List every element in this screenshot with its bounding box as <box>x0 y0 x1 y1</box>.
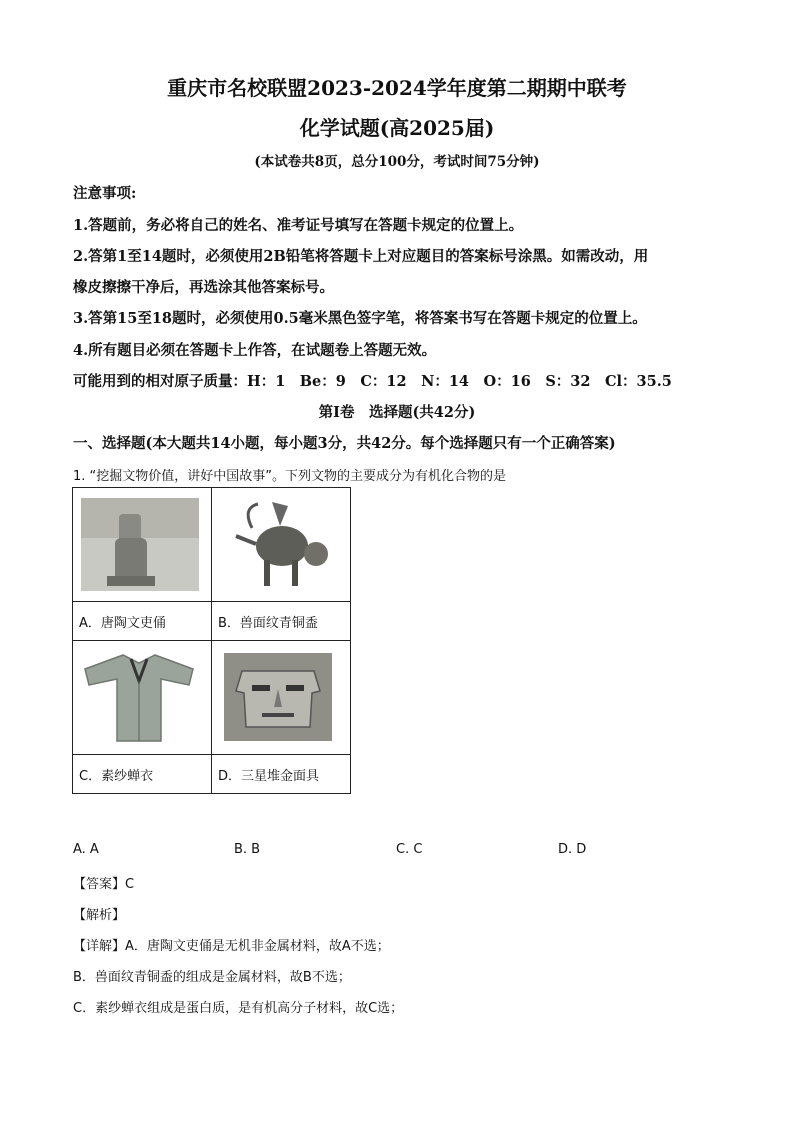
option-d-caption: D．三星堆金面具 <box>212 755 351 794</box>
option-c-caption: C．素纱蝉衣 <box>73 755 212 794</box>
choice-a: A. A <box>73 842 99 857</box>
atomic-masses: 可能用到的相对原子质量：H：1 Be：9 C：12 N：14 O：16 S：32 Cl：35.5 <box>73 373 672 390</box>
bronze-vessel-image <box>212 488 344 601</box>
question-stem: 1. “挖掘文物价值，讲好中国故事”。下列文物的主要成分为有机化合物的是 <box>73 469 507 484</box>
instruction-4: 4.所有题目必须在答题卡上作答，在试题卷上答题无效。 <box>73 342 437 359</box>
option-a-image-cell <box>73 488 212 602</box>
exam-subtitle: 化学试题(高2025届) <box>299 116 495 140</box>
option-b-image-cell <box>212 488 351 602</box>
part-heading: 一、选择题(本大题共14小题，每小题3分，共42分。每个选择题只有一个正确答案) <box>73 435 616 452</box>
detail-c: C．素纱蝉衣组成是蛋白质，是有机高分子材料，故C选； <box>73 1001 404 1016</box>
answer-line: 【答案】C <box>73 877 135 892</box>
instructions-heading: 注意事项: <box>73 185 137 202</box>
option-c-image-cell <box>73 641 212 755</box>
options-table <box>72 487 351 794</box>
instruction-2: 2.答第1至14题时，必须使用2B铅笔将答题卡上对应题目的答案标号涂黑。如需改动，用 <box>73 248 649 265</box>
option-a-caption: A．唐陶文吏俑 <box>73 602 212 641</box>
option-d-image-cell <box>212 641 351 755</box>
detail-b: B．兽面纹青铜盉的组成是金属材料，故B不选； <box>73 970 351 985</box>
instruction-2-cont: 橡皮擦擦干净后，再选涂其他答案标号。 <box>73 279 334 296</box>
instruction-3: 3.答第15至18题时，必须使用0.5毫米黑色签字笔，将答案书写在答题卡规定的位置上。 <box>73 310 647 327</box>
instruction-1: 1.答题前，务必将自己的姓名、准考证号填写在答题卡规定的位置上。 <box>73 217 524 234</box>
section-title: 第Ⅰ卷 选择题(共42分) <box>318 404 476 421</box>
exam-title: 重庆市名校联盟2023-2024学年度第二期期中联考 <box>167 76 627 100</box>
option-b-caption: B．兽面纹青铜盉 <box>212 602 351 641</box>
choice-d: D. D <box>558 842 587 857</box>
detail-a: 【详解】A．唐陶文吏俑是无机非金属材料，故A不选； <box>73 939 390 954</box>
choice-c: C. C <box>396 842 423 857</box>
exam-note: (本试卷共8页，总分100分，考试时间75分钟) <box>254 154 540 170</box>
pottery-figurine-image <box>73 488 205 601</box>
silk-garment-image <box>73 641 205 754</box>
gold-mask-image <box>212 641 344 754</box>
analysis-label: 【解析】 <box>73 908 126 923</box>
choice-b: B. B <box>234 842 261 857</box>
